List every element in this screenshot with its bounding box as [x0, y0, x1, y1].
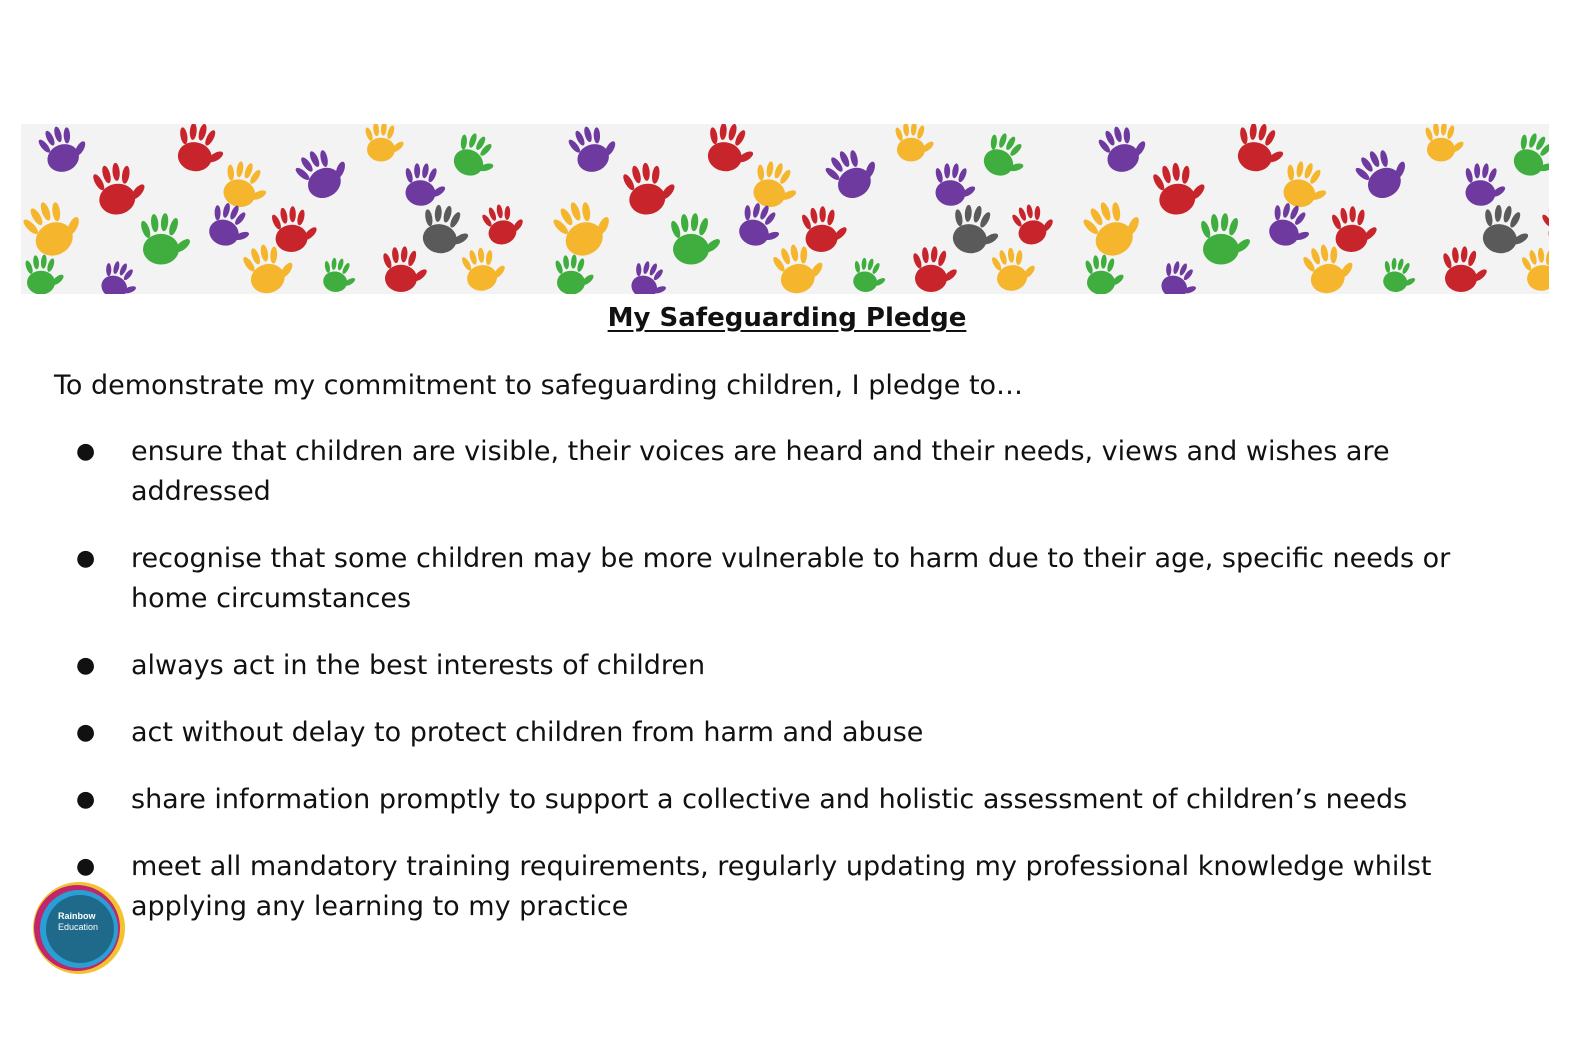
list-item — [0, 713, 1574, 753]
bullet-icon: ● — [76, 854, 96, 879]
pledge-text: recognise that some children may be more vulnerable to harm due to their age, specific needs or home circumstances — [131, 543, 1451, 614]
list-item — [0, 847, 1574, 927]
bullet-icon: ● — [76, 439, 96, 464]
handprints-icon — [21, 124, 1549, 294]
pledge-list — [0, 432, 1574, 954]
pledge-text: meet all mandatory training requirements, regularly updating my professional knowledge whilst applying any learning to my practice — [131, 851, 1432, 922]
intro-text: To demonstrate my commitment to safeguarding children, I pledge to… — [54, 370, 1024, 401]
list-item — [0, 780, 1574, 820]
logo-text — [58, 911, 98, 933]
logo-line-1: Rainbow — [58, 911, 96, 921]
list-item — [0, 432, 1574, 512]
handprint-banner — [21, 124, 1549, 294]
pledge-text: act without delay to protect children from harm and abuse — [131, 717, 924, 748]
logo-line-2: Education — [58, 922, 99, 932]
bullet-icon: ● — [76, 653, 96, 678]
list-item — [0, 646, 1574, 686]
bullet-icon: ● — [76, 787, 96, 812]
pledge-text: ensure that children are visible, their voices are heard and their needs, views and wishes are addressed — [131, 436, 1390, 507]
page-title: My Safeguarding Pledge — [607, 303, 967, 333]
pledge-text: always act in the best interests of children — [131, 650, 706, 681]
bullet-icon: ● — [76, 720, 96, 745]
pledge-text: share information promptly to support a collective and holistic assessment of children’s needs — [131, 784, 1408, 815]
bullet-icon: ● — [76, 546, 96, 571]
list-item — [0, 539, 1574, 619]
